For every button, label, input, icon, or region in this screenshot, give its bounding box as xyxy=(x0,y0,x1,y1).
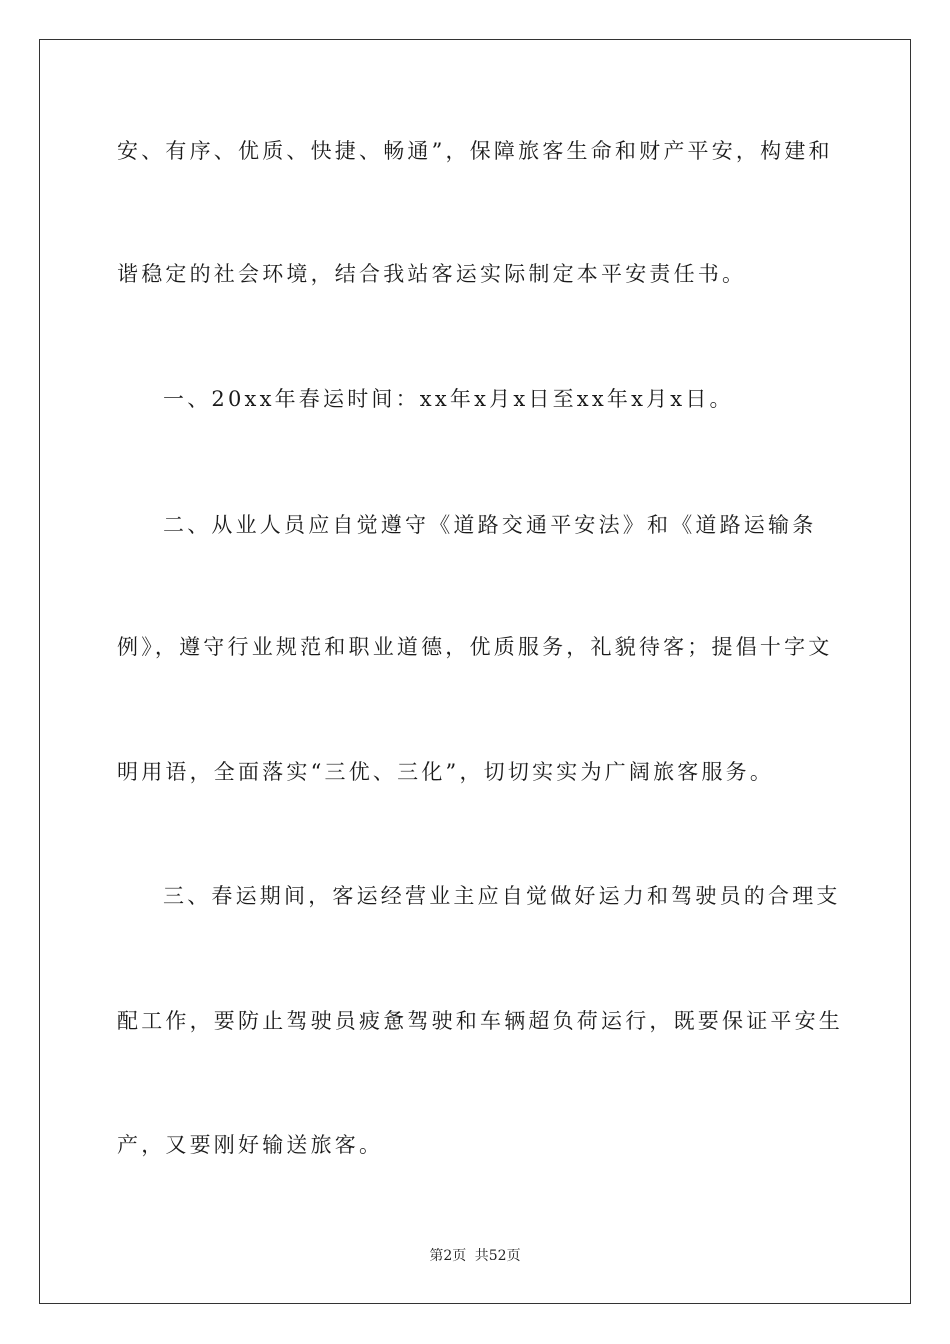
page-total: 共52页 xyxy=(474,1248,521,1264)
page-border xyxy=(39,39,911,1304)
page-number: 第2页 xyxy=(429,1248,467,1264)
section-three-line-1: 三、春运期间，客运经营业主应自觉做好运力和驾驶员的合理支 xyxy=(163,884,841,908)
section-one-line: 一、20xx年春运时间：xx年x月x日至xx年x月x日。 xyxy=(163,387,734,411)
section-two-line-2: 例》，遵守行业规范和职业道德，优质服务，礼貌待客；提倡十字文 xyxy=(117,635,833,659)
section-two-line-1: 二、从业人员应自觉遵守《道路交通平安法》和《道路运输条 xyxy=(163,513,817,537)
section-three-line-3: 产，又要刚好输送旅客。 xyxy=(117,1133,384,1157)
paragraph-line-2: 谐稳定的社会环境，结合我站客运实际制定本平安责任书。 xyxy=(117,262,747,286)
section-three-line-2: 配工作，要防止驾驶员疲惫驾驶和车辆超负荷运行，既要保证平安生 xyxy=(117,1009,843,1033)
section-two-line-3: 明用语，全面落实“三优、三化”，切切实实为广阔旅客服务。 xyxy=(117,760,775,784)
page-footer xyxy=(0,1245,950,1265)
paragraph-line-1: 安、有序、优质、快捷、畅通”，保障旅客生命和财产平安，构建和 xyxy=(117,139,833,163)
